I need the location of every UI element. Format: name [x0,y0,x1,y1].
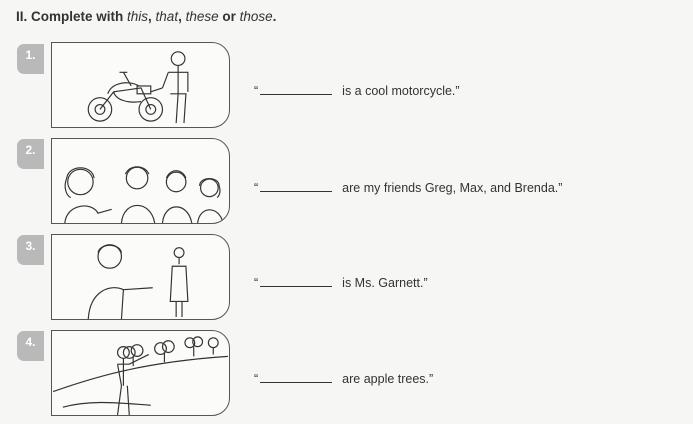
item-number-badge: 2. [17,139,44,169]
answer-blank[interactable] [260,181,332,192]
answer-blank[interactable] [260,84,332,95]
answer-blank[interactable] [260,372,332,383]
friends-drawing [52,139,229,223]
sentence-1: “ is a cool motorcycle.” [254,84,460,98]
apple-trees-drawing [52,331,229,415]
sentence-2: “ are my friends Greg, Max, and Brenda.” [254,181,563,195]
teacher-drawing [52,235,229,319]
sentence-3: “ is Ms. Garnett.” [254,276,428,290]
item-number-badge: 3. [17,235,44,265]
friends-illustration [51,138,230,224]
teacher-illustration [51,234,230,320]
item-number-badge: 4. [17,331,44,361]
exercise-title: II. Complete with this, that, these or those. [16,9,277,24]
sentence-4: “ are apple trees.” [254,372,434,386]
apple-trees-illustration [51,330,230,416]
motorcycle-drawing [52,43,229,127]
item-number-badge: 1. [17,44,44,74]
motorcycle-illustration [51,42,230,128]
answer-blank[interactable] [260,276,332,287]
